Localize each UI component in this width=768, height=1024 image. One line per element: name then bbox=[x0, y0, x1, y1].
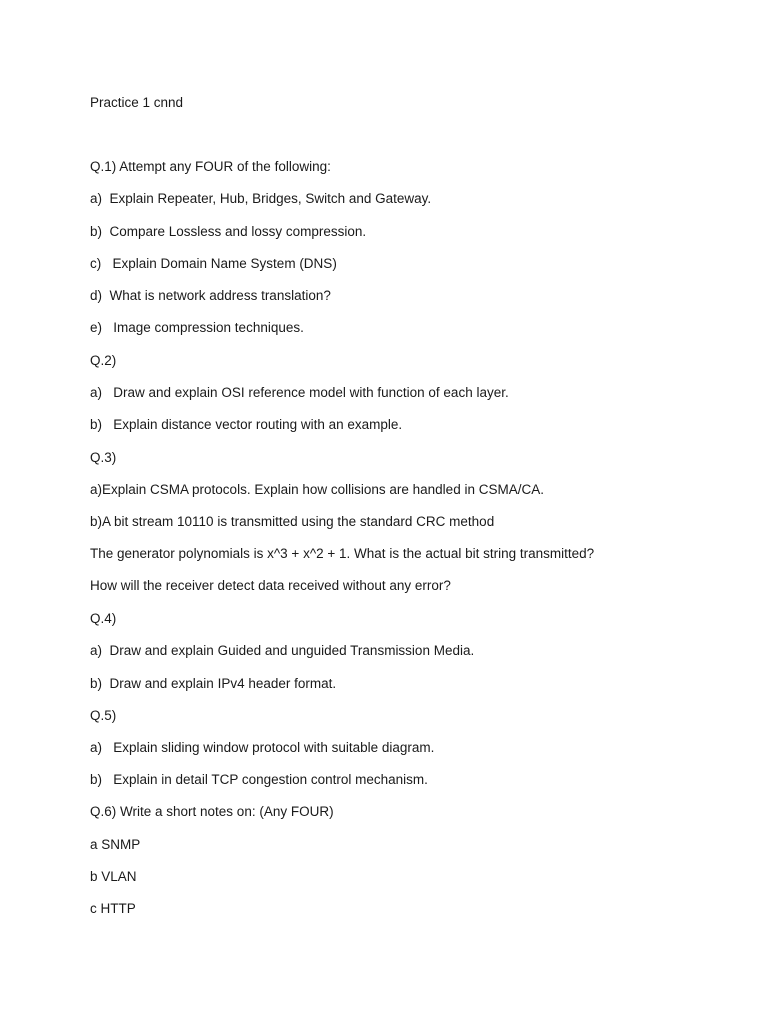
q1-item-e: e) Image compression techniques. bbox=[90, 320, 304, 335]
q3-heading: Q.3) bbox=[90, 450, 117, 465]
q1-item-d: d) What is network address translation? bbox=[90, 288, 331, 303]
q5-item-a: a) Explain sliding window protocol with suitable diagram. bbox=[90, 740, 435, 755]
q5-heading: Q.5) bbox=[90, 708, 117, 723]
q1-item-c: c) Explain Domain Name System (DNS) bbox=[90, 256, 337, 271]
q3-item-b-line-2: The generator polynomials is x^3 + x^2 + 1. What is the actual bit string transmitted? bbox=[90, 546, 595, 561]
q6-item-c: c HTTP bbox=[90, 901, 136, 916]
document-title: Practice 1 cnnd bbox=[90, 95, 184, 110]
q6-item-b: b VLAN bbox=[90, 869, 137, 884]
q2-item-a: a) Draw and explain OSI reference model with function of each layer. bbox=[90, 385, 509, 400]
q1-item-a: a) Explain Repeater, Hub, Bridges, Switch and Gateway. bbox=[90, 191, 432, 206]
q1-item-b: b) Compare Lossless and lossy compression. bbox=[90, 224, 367, 239]
q1-heading: Q.1) Attempt any FOUR of the following: bbox=[90, 159, 331, 174]
q3-item-b: b)A bit stream 10110 is transmitted using the standard CRC method bbox=[90, 514, 495, 529]
q4-item-b: b) Draw and explain IPv4 header format. bbox=[90, 676, 337, 691]
q5-item-b: b) Explain in detail TCP congestion control mechanism. bbox=[90, 772, 428, 787]
q6-item-a: a SNMP bbox=[90, 837, 141, 852]
q2-item-b: b) Explain distance vector routing with an example. bbox=[90, 417, 403, 432]
q2-heading: Q.2) bbox=[90, 353, 117, 368]
q4-heading: Q.4) bbox=[90, 611, 117, 626]
q4-item-a: a) Draw and explain Guided and unguided Transmission Media. bbox=[90, 643, 475, 658]
q3-item-b-line-3: How will the receiver detect data received without any error? bbox=[90, 578, 451, 593]
q3-item-a: a)Explain CSMA protocols. Explain how collisions are handled in CSMA/CA. bbox=[90, 482, 544, 497]
q6-heading: Q.6) Write a short notes on: (Any FOUR) bbox=[90, 804, 334, 819]
